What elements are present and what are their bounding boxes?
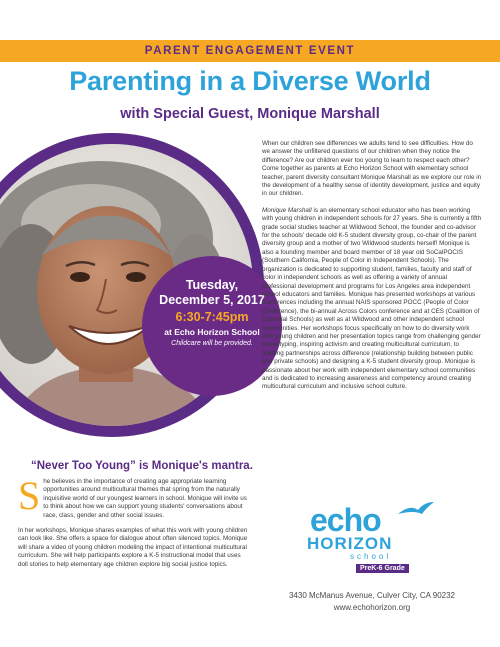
speaker-name: Monique Marshall: [262, 206, 312, 214]
event-type-banner: [0, 40, 500, 62]
workshop-paragraph: In her workshops, Monique shares examples of what this work with young children can look like. She offers a space for dialogue about often silenced topics. Monique will share a video of young children modeling the impact of intentional multicultural curriculum. She will help participants explore a K-5 instructional model that uses doll stories to help elementary age children explore big social justice topics.: [18, 527, 248, 568]
bio-paragraph: [262, 207, 482, 392]
event-type-label: PARENT ENGAGEMENT EVENT: [144, 45, 356, 57]
page-title: Parenting in a Diverse World: [69, 66, 431, 96]
event-day: Tuesday,: [185, 278, 239, 292]
event-date: December 5, 2017: [159, 293, 265, 307]
mantra-description: [18, 473, 250, 576]
event-details: [142, 278, 282, 349]
mantra-paragraph-text: he believes in the importance of creating age appropriate learning opportunities around multicultural themes that spring from the naturally inquisitive world of our youngest learners in school. Monique will invite us to think about how we can support young students' conversations about race, class, gender and other social issues.: [43, 478, 247, 519]
logo-school-text: school: [350, 552, 392, 561]
logo-echo-text: echo: [310, 502, 381, 538]
logo-horizon-text: HORIZON: [307, 534, 393, 553]
event-time: 6:30-7:45pm: [175, 310, 249, 324]
school-address: 3430 McManus Avenue, Culver City, CA 90232: [288, 591, 456, 600]
bird-icon: [396, 500, 436, 520]
childcare-note: Childcare will be provided.: [171, 340, 253, 347]
logo-grade-badge: PreK-6 Grade: [356, 564, 409, 573]
page-subtitle: with Special Guest, Monique Marshall: [120, 106, 380, 122]
event-venue: at Echo Horizon School: [164, 327, 260, 337]
mantra-paragraph: [18, 473, 250, 520]
drop-cap: S: [18, 473, 41, 518]
mantra-heading: “Never Too Young” is Monique's mantra.: [31, 460, 253, 472]
school-logo: [300, 502, 440, 578]
intro-paragraph: When our children see differences we adults tend to see difficulties. How do we answer the unfiltered questions of our children when they notice the difference? Are our children ever too young to learn to respect each other? Come together as parents at Echo Horizon School with elementary school teacher, parent diversity consultant Monique Marshall as we explore our role in the development of a healthy sense of identity development, justice and equity in our children.: [262, 140, 482, 198]
bio-text: is an elementary school educator who has been working with young children in independent schools for 27 years. She is currently a fifth grade social studies teacher at Wildwood School, the founder and co-advisor for the schools' decade old K-5 student diversity group, co-chair of the parent diversity group and a mother of two Wildwood students herself! Monique is also a founding member and board member of 18 year old SoCalPOCIS (Southern California, People of Color in Independent Schools). The organization is dedicated to supporting student, families, faculty and staff of color in independent schools as well as offering a variety of annual professional development and programs for Los Angeles area independent school educators and families. Monique has presented workshops at various conferences including the annual NAIS sponsored POCC (People of Color Conference), the bi-annual Across Colors conference and at CES (Coalition of Essential Schools) as well as at Wildwood and other independent school communities. Her workshops focus specifically on how to do diversity work with young children and her presentation topics range from challenging gender stereotyping, inspiring activism and creating multicultural curriculum, to building partnerships across difference (relationship building between public and private schools) and designing a K-5 student diversity group. Monique is passionate about her work with independent elementary school communities and is dedicated to increasing awareness and competency around creating multicultural curriculum and inclusive school culture.: [262, 206, 482, 391]
school-website[interactable]: www.echohorizon.org: [333, 603, 411, 612]
event-description: [262, 140, 482, 400]
